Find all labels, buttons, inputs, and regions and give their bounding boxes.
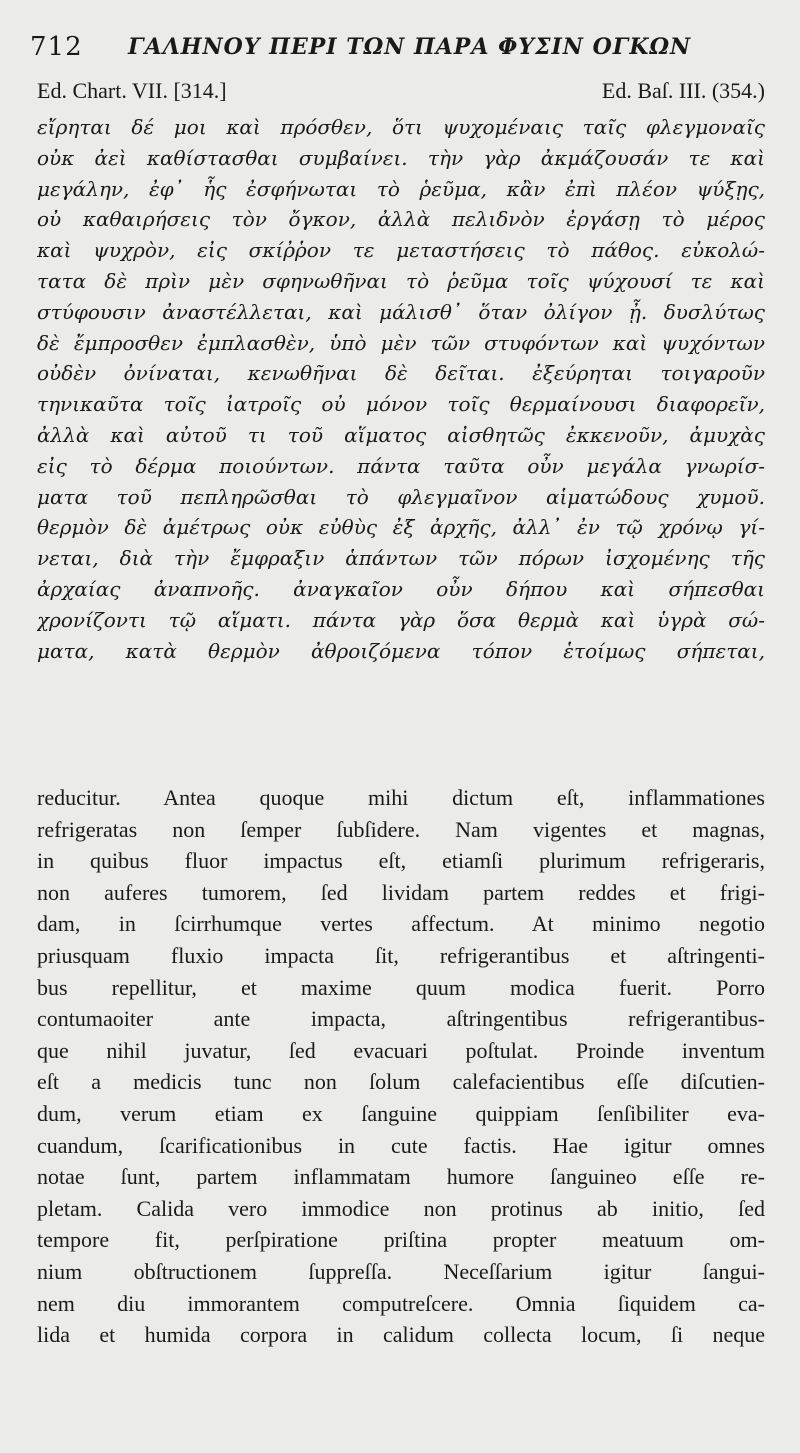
- latin-line: pletam. Calida vero immodice non protinus ab initio, ſed: [37, 1195, 765, 1221]
- latin-line: nium obſtructionem ſuppreſſa. Neceſſarium igitur ſangui-: [37, 1258, 765, 1284]
- page-number: 712: [30, 32, 83, 62]
- latin-line: refrigeratas non ſemper ſubſidere. Nam vigentes et magnas,: [37, 816, 765, 842]
- latin-line: tempore fit, perſpiratione priſtina propter meatuum om-: [37, 1227, 765, 1253]
- greek-line: στύφουσιν ἀναστέλλεται, καὶ μάλισθ᾽ ὅταν ὀλίγον ᾖ. δυσλύτως: [37, 299, 765, 324]
- greek-line: εἰς τὸ δέρμα ποιούντων. πάντα ταῦτα οὖν μεγάλα γνωρίσ-: [37, 453, 765, 478]
- latin-line: in quibus fluor impactus eſt, etiamſi plurimum refrigeraris,: [37, 848, 765, 874]
- greek-line: εἴρηται δέ μοι καὶ πρόσθεν, ὅτι ψυχομέναις ταῖς φλεγμοναῖς: [37, 115, 765, 139]
- greek-line: τατα δὲ πρὶν μὲν σφηνωθῆναι τὸ ῥεῦμα τοῖς ψύχουσί τε καὶ: [37, 268, 765, 293]
- greek-line: δὲ ἔμπροσθεν ἐμπλασθὲν, ὑπὸ μὲν τῶν στυφόντων καὶ ψυχόντων: [37, 330, 765, 355]
- greek-line: ματα, κατὰ θερμὸν ἀθροιζόμενα τόπον ἑτοίμως σήπεται,: [37, 638, 765, 663]
- greek-line: καὶ ψυχρὸν, εἰς σκίῤῥον τε μεταστήσεις τὸ πάθος. εὐκολώ-: [37, 238, 765, 263]
- greek-line: θερμὸν δὲ ἀμέτρως οὐκ εὐθὺς ἐξ ἀρχῆς, ἀλλ᾽ ἐν τῷ χρόνῳ γί-: [37, 515, 765, 540]
- greek-line: οὐ καθαιρήσεις τὸν ὄγκον, ἀλλὰ πελιδνὸν ἐργάσῃ τὸ μέρος: [37, 207, 765, 232]
- greek-line: νεται, διὰ τὴν ἔμφραξιν ἁπάντων τῶν πόρων ἰσχομένης τῆς: [37, 546, 765, 571]
- latin-line: dum, verum etiam ex ſanguine quippiam ſenſibiliter eva-: [37, 1100, 765, 1126]
- latin-line: cuandum, ſcarificationibus in cute factis. Hae igitur omnes: [37, 1132, 765, 1158]
- latin-line: que nihil juvatur, ſed evacuari poſtulat. Proinde inventum: [37, 1037, 765, 1063]
- latin-line: notae ſunt, partem inflammatam humore ſanguineo eſſe re-: [37, 1164, 765, 1190]
- latin-line: contumaoiter ante impacta, aſtringentibus refrigerantibus-: [37, 1006, 765, 1032]
- latin-line: dam, in ſcirrhumque vertes affectum. At minimo negotio: [37, 911, 765, 937]
- greek-line: τηνικαῦτα τοῖς ἰατροῖς οὐ μόνον τοῖς θερμαίνουσι διαφορεῖν,: [37, 392, 765, 417]
- latin-line: reducitur. Antea quoque mihi dictum eſt, inflammationes: [37, 785, 765, 810]
- greek-line: ματα τοῦ πεπληρῶσθαι τὸ φλεγμαῖνον αἱματώδους χυμοῦ.: [37, 484, 765, 509]
- latin-line: nem diu immorantem computreſcere. Omnia ſiquidem ca-: [37, 1290, 765, 1316]
- latin-line: bus repellitur, et maxime quum modica fuerit. Porro: [37, 974, 765, 1000]
- latin-line: priusquam fluxio impacta ſit, refrigerantibus et aſtringenti-: [37, 942, 765, 968]
- latin-line: eſt a medicis tunc non ſolum calefacientibus eſſe diſcutien-: [37, 1069, 765, 1095]
- greek-text: [37, 112, 765, 666]
- greek-line: μεγάλην, ἐφ᾽ ἧς ἐσφήνωται τὸ ῥεῦμα, κἂν ἐπὶ πλέον ψύξῃς,: [37, 176, 765, 201]
- running-title: ΓΑΛΗΝΟΥ ΠΕΡΙ ΤΩΝ ΠΑΡΑ ΦΥΣΙΝ ΟΓΚΩΝ: [128, 34, 692, 60]
- latin-line: lida et humida corpora in calidum collecta locum, ſi neque: [37, 1322, 765, 1348]
- edition-chartier: Ed. Chart. VII. [314.]: [37, 78, 227, 103]
- greek-line: ἀρχαίας ἀναπνοῆς. ἀναγκαῖον οὖν δήπου καὶ σήπεσθαι: [37, 576, 765, 601]
- greek-line: οὐδὲν ὀνίναται, κενωθῆναι δὲ δεῖται. ἐξεύρηται τοιγαροῦν: [37, 361, 765, 386]
- page-header: [30, 30, 770, 64]
- latin-line: non auferes tumorem, ſed lividam partem reddes et frigi-: [37, 879, 765, 905]
- greek-line: χρονίζοντι τῷ αἵματι. πάντα γὰρ ὅσα θερμὰ καὶ ὑγρὰ σώ-: [37, 607, 765, 632]
- edition-basel: Ed. Baſ. III. (354.): [601, 78, 765, 103]
- edition-references: [37, 78, 765, 108]
- greek-line: οὐκ ἀεὶ καθίστασθαι συμβαίνει. τὴν γὰρ ἀκμάζουσάν τε καὶ: [37, 145, 765, 170]
- latin-text: [37, 782, 765, 1351]
- greek-line: ἀλλὰ καὶ αὐτοῦ τι τοῦ αἵματος αἰσθητῶς ἐκκενοῦν, ἀμυχὰς: [37, 422, 765, 447]
